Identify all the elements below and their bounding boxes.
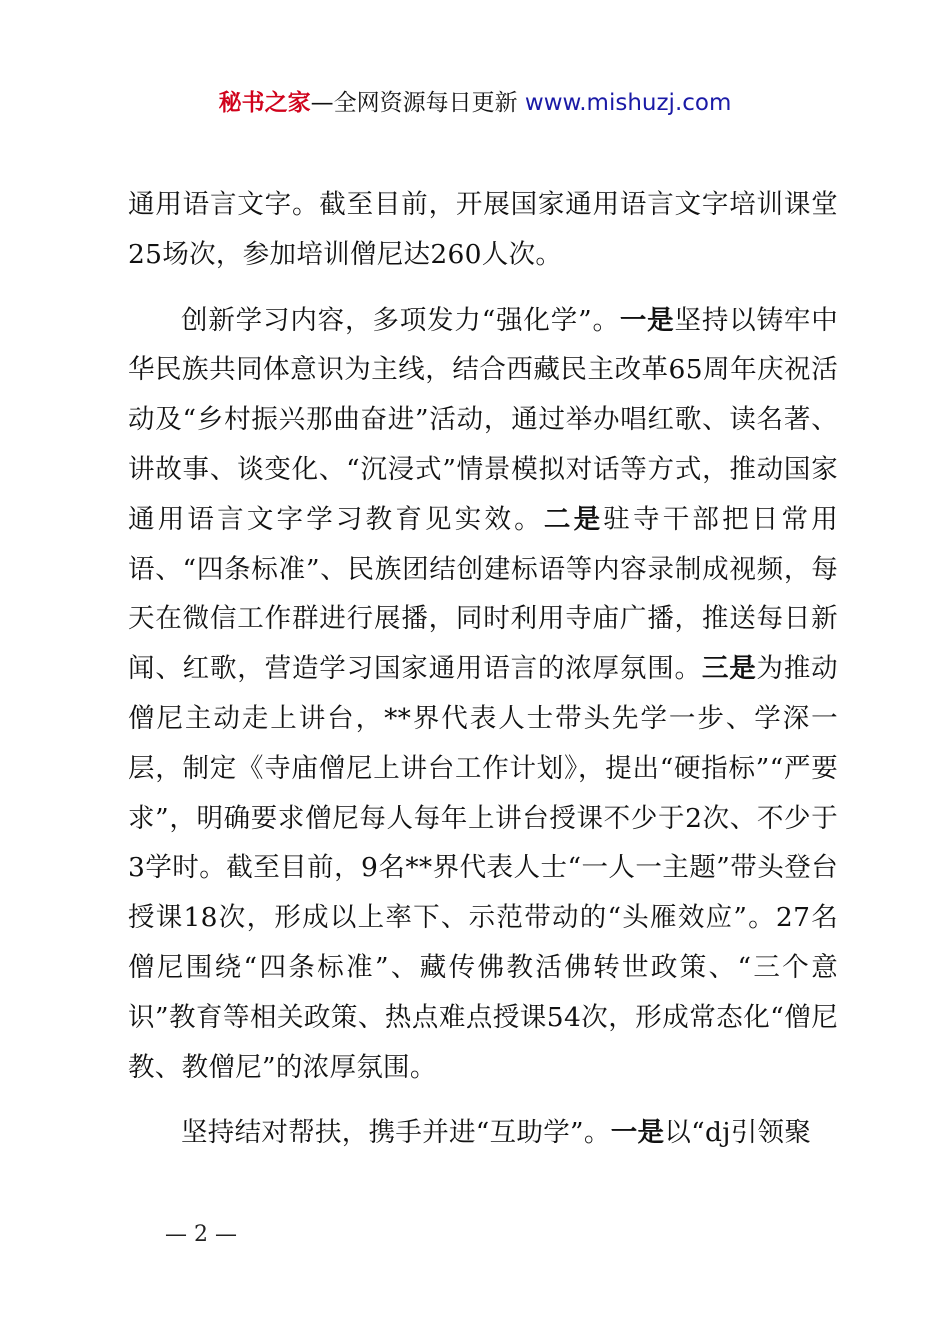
brand-name: 秘书之家 [218, 90, 311, 116]
point-one-label: 一是 [619, 304, 675, 336]
header-tagline: 全网资源每日更新 [333, 90, 518, 116]
header-dash: — [310, 90, 334, 116]
paragraph-2-lead: 创新学习内容，多项发力“强化学”。 [181, 304, 620, 336]
point-three-text: 为推动僧尼主动走上讲台，**界代表人士带头先学一步、学深一层，制定《寺庙僧尼上讲台工作计划》，提出“硬指标”“严要求”，明确要求僧尼每人每年上讲台授课不少于2次、不少于3学时。截至目前，9名**界代表人士“一人一主题”带头登台授课18次，形成以上率下、示范带动的“头雁效应”。27名僧尼围绕“四条标准”、藏传佛教活佛转世政策、“三个意识”教育等相关政策、热点难点授课54次，形成常态化“僧尼教、教僧尼”的浓厚氛围。 [128, 653, 838, 1083]
point-two-label: 二是 [543, 503, 604, 535]
paragraph-3-point-one-label: 一是 [610, 1117, 665, 1149]
point-three-label: 三是 [701, 653, 757, 685]
paragraph-3-lead: 坚持结对帮扶，携手并进“互助学”。 [181, 1117, 611, 1149]
page-number: — 2 — [165, 1222, 237, 1247]
site-url-link[interactable]: www.mishuzj.com [524, 90, 732, 116]
point-one-text: 坚持以铸牢中华民族共同体意识为主线，结合西藏民主改革65周年庆祝活动及“乡村振兴那曲奋进”活动，通过举办唱红歌、读名著、讲故事、谈变化、“沉浸式”情景模拟对话等方式，推动国家通用语言文字学习教育见实效。 [128, 304, 838, 535]
document-body [128, 180, 838, 1174]
point-two-text: 驻寺干部把日常用语、“四条标准”、民族团结创建标语等内容录制成视频，每天在微信工作群进行展播，同时利用寺庙广播，推送每日新闻、红歌，营造学习国家通用语言的浓厚氛围。 [128, 503, 839, 685]
site-header [0, 86, 950, 120]
paragraph-3-point-one-text: 以“dj引领聚 [664, 1117, 812, 1149]
paragraph-3 [128, 1108, 838, 1158]
paragraph-1: 通用语言文字。截至目前，开展国家通用语言文字培训课堂25场次，参加培训僧尼达260人次。 [128, 189, 838, 270]
paragraph-2 [128, 296, 838, 1093]
